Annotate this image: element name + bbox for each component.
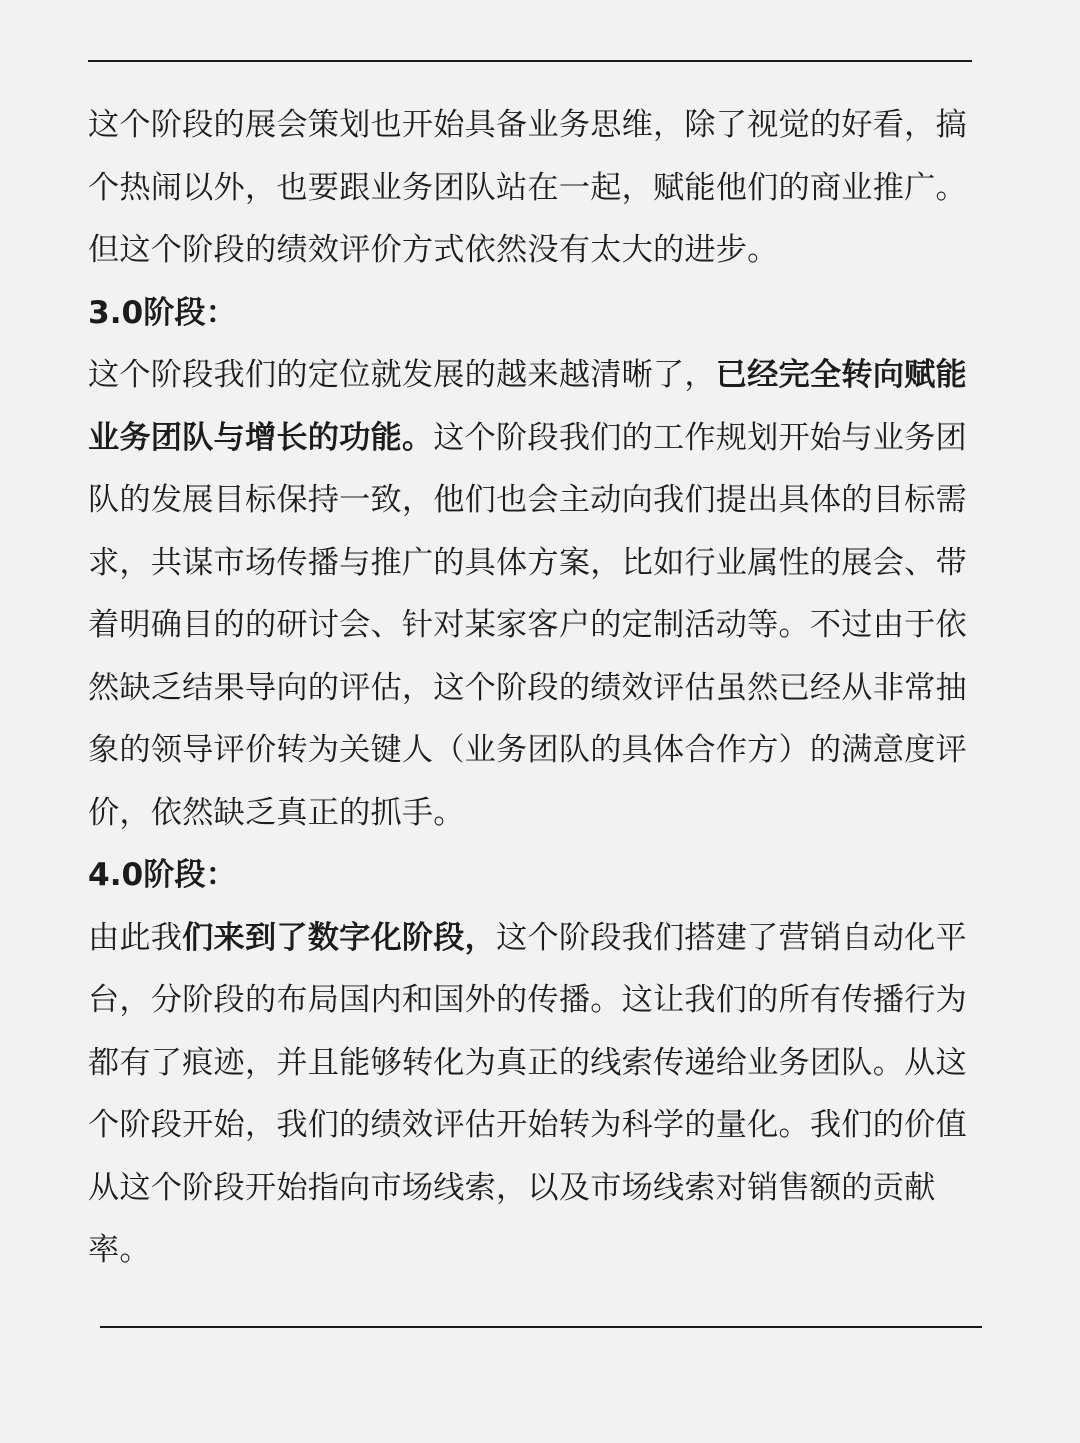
paragraph-stage-3-lead: 这个阶段我们的定位就发展的越来越清晰了， <box>88 357 716 393</box>
paragraph-stage-4-line1-rest: 这个阶段我们搭建了营销自动化平 <box>496 919 967 956</box>
heading-stage-3-text: 3.0阶段： <box>88 294 237 331</box>
paragraph-stage-4-lead: 由此我 <box>88 919 183 956</box>
paragraph-stage-4-rest: 台，分阶段的布局国内和国外的传播。这让我们的所有传播行为都有了痕迹，并且能够转化为真正的线索传递给业务团队。从这个阶段开始，我们的绩效评估开始转为科学的量化。我们的价值从这个阶段开始指向市场线索，以及市场线索对销售额的贡献率。 <box>88 982 967 1268</box>
top-divider <box>88 60 972 62</box>
heading-stage-4-text: 4.0阶段： <box>88 857 237 893</box>
paragraph-stage-4-highlight: 们来到了数字化阶段， <box>182 919 497 956</box>
paragraph-stage-4 <box>88 907 998 1282</box>
heading-stage-3 <box>88 282 998 345</box>
article-body <box>88 94 998 1282</box>
paragraph-stage-4-first-line <box>88 920 967 956</box>
bottom-divider <box>100 1326 982 1328</box>
paragraph-stage-3-rest: 这个阶段我们的工作规划开始与业务团队的发展目标保持一致，他们也会主动向我们提出具体的目标需求，共谋市场传播与推广的具体方案，比如行业属性的展会、带着明确目的的研讨会、针对某家客户的定制活动等。不过由于依然缺乏结果导向的评估，这个阶段的绩效评估虽然已经从非常抽象的领导评价转为关键人（业务团队的具体合作方）的满意度评价，依然缺乏真正的抓手。 <box>88 419 967 831</box>
paragraph-stage-3-highlight: 已经完全转向赋能业务团队与增长的功能。 <box>88 357 967 456</box>
heading-stage-4 <box>88 844 998 907</box>
paragraph-stage-2 <box>88 94 998 282</box>
paragraph-stage-3 <box>88 344 998 844</box>
paragraph-stage-2-text: 这个阶段的展会策划也开始具备业务思维，除了视觉的好看，搞个热闹以外，也要跟业务团队站在一起，赋能他们的商业推广。但这个阶段的绩效评价方式依然没有太大的进步。 <box>88 107 967 268</box>
